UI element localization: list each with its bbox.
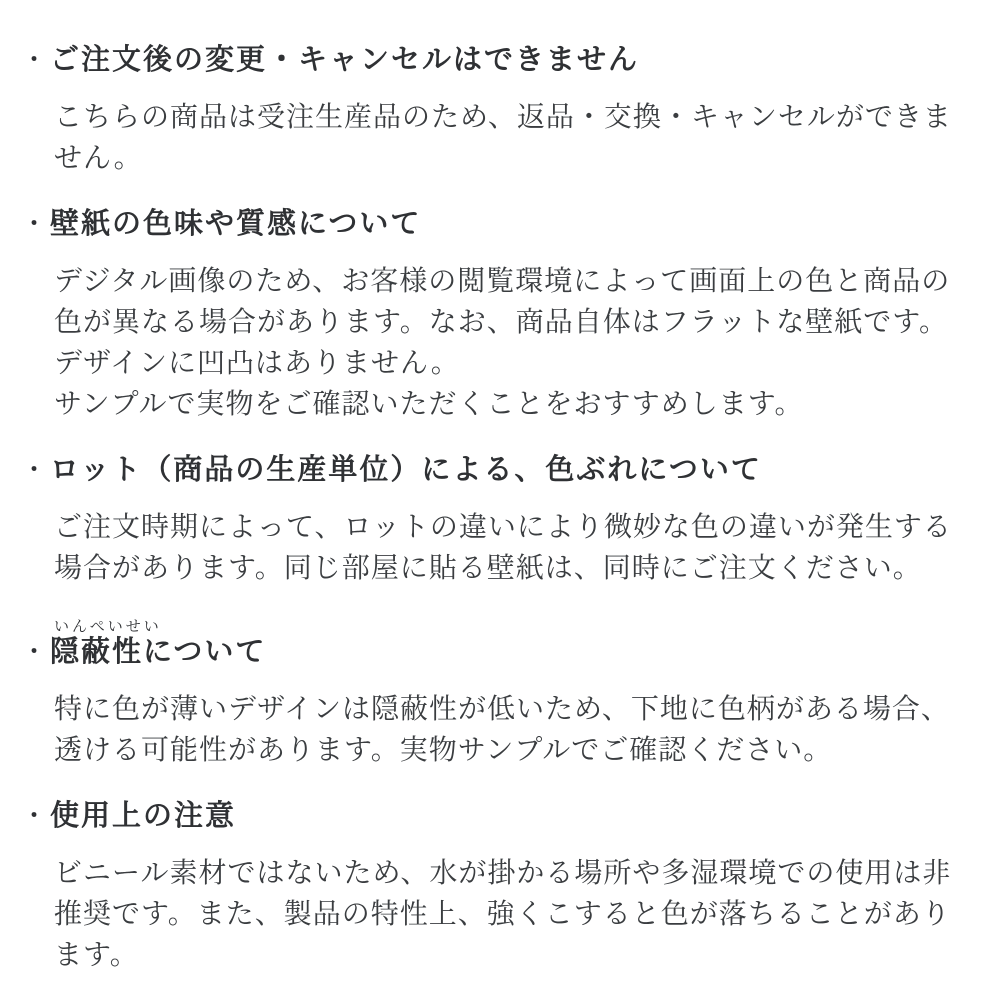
section-heading: [20, 636, 980, 668]
section-heading: [20, 800, 980, 832]
bullet-icon: ・: [22, 803, 47, 828]
section-heading: [20, 44, 980, 76]
section-heading-text: 使用上の注意: [50, 800, 237, 832]
furigana-label: いんぺいせい: [54, 618, 162, 635]
section-body: [54, 506, 964, 588]
bullet-icon: ・: [22, 47, 47, 72]
notice-section-usage: [20, 800, 980, 975]
body-paragraph: デジタル画像のため、お客様の閲覧環境によって画面上の色と商品の色が異なる場合があります。なお、商品自体はフラットな壁紙です。: [54, 265, 951, 337]
notice-section-opacity: [20, 618, 980, 770]
section-heading: [20, 208, 980, 240]
body-paragraph: ビニール素材ではないため、水が掛かる場所や多湿環境での使用は非推奨です。また、製品の特性上、強くこすると色が落ちることがあります。: [54, 857, 952, 970]
body-paragraph: ご注文時期によって、ロットの違いにより微妙な色の違いが発生する場合があります。同じ部屋に貼る壁紙は、同時にご注文ください。: [54, 511, 952, 583]
section-heading: [20, 454, 980, 486]
section-body: [54, 688, 964, 770]
bullet-icon: ・: [22, 211, 47, 236]
section-body: [54, 852, 964, 975]
body-paragraph: 特に色が薄いデザインは隠蔽性が低いため、下地に色柄がある場合、透ける可能性があります。実物サンプルでご確認ください。: [54, 693, 950, 765]
section-heading-text: ご注文後の変更・キャンセルはできません: [50, 44, 640, 76]
body-paragraph: こちらの商品は受注生産品のため、返品・交換・キャンセルができません。: [54, 101, 952, 173]
notice-section-color-texture: [20, 208, 980, 424]
section-heading-text: 隠蔽性について: [50, 636, 267, 668]
section-heading-text: ロット（商品の生産単位）による、色ぶれについて: [50, 454, 762, 486]
bullet-icon: ・: [22, 457, 47, 482]
body-paragraph: デザインに凹凸はありません。: [54, 347, 460, 378]
section-body: [54, 260, 964, 424]
notice-section-lot-variance: [20, 454, 980, 588]
section-body: [54, 96, 964, 178]
bullet-icon: ・: [22, 639, 47, 664]
body-paragraph: サンプルで実物をご確認いただくことをおすすめします。: [54, 388, 804, 419]
notice-section-cancellation: [20, 44, 980, 178]
section-heading-text: 壁紙の色味や質感について: [50, 208, 422, 240]
